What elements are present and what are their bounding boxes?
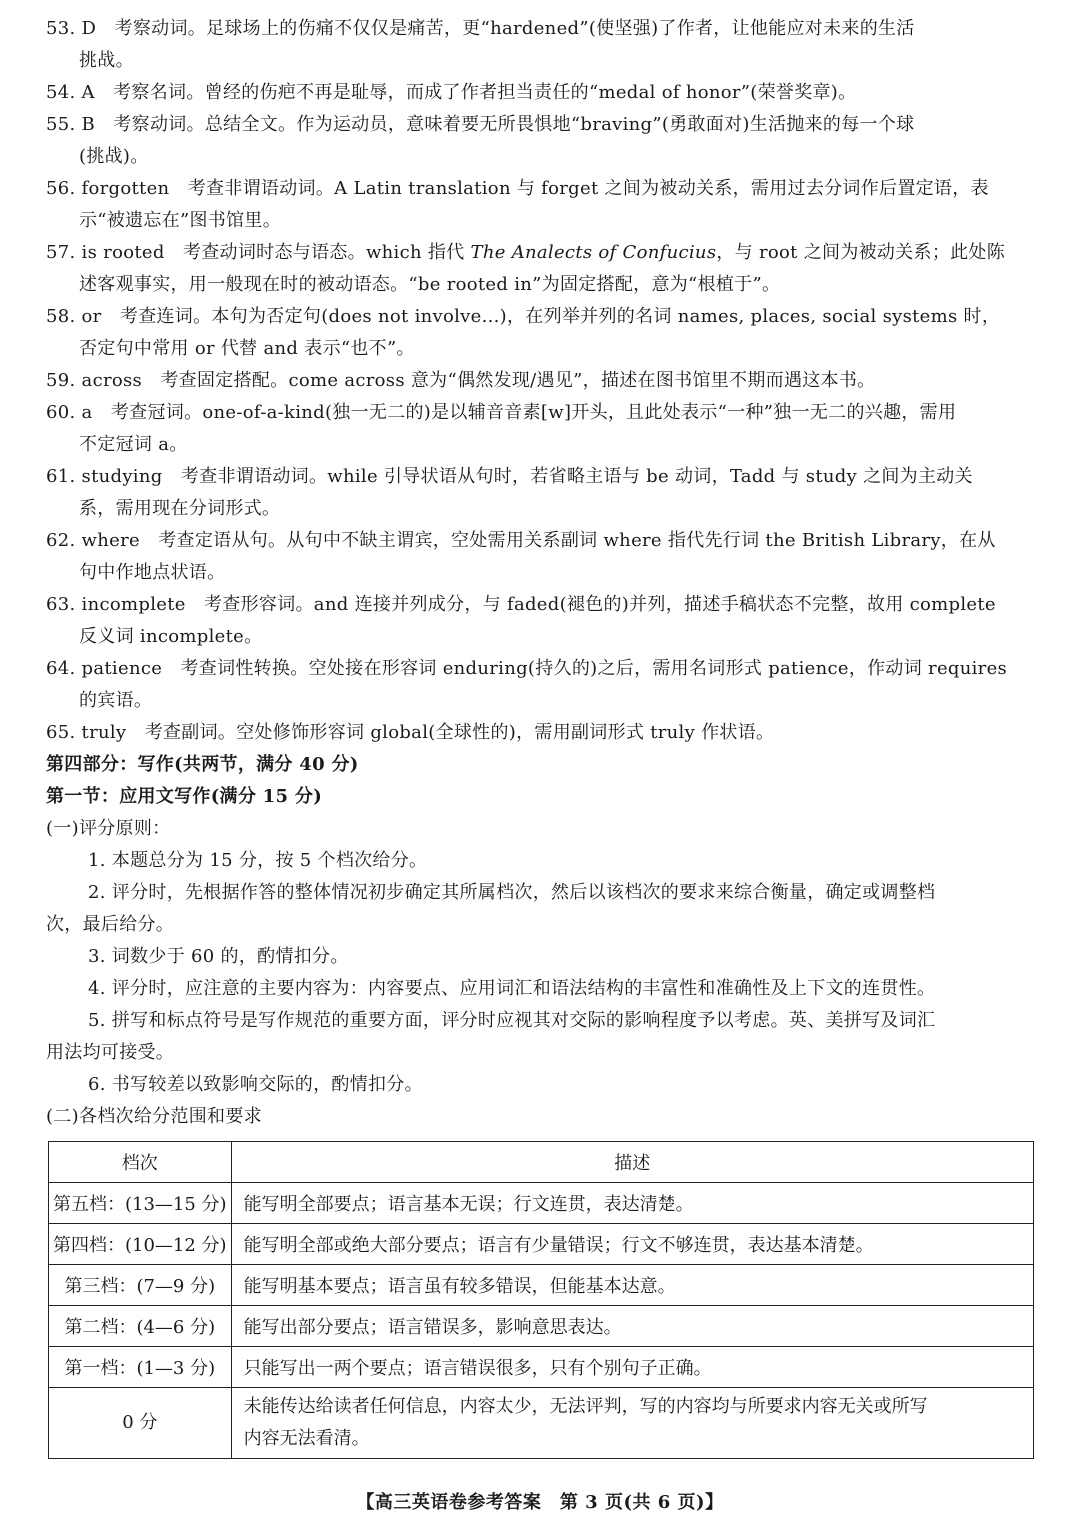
- principles-heading: (一)评分原则：: [46, 818, 171, 839]
- answer-55-line1: 55. B 考察动词。总结全文。作为运动员，意味着要无所畏惧地“braving”(勇敢面对)生活抛来的每一个球: [46, 114, 915, 135]
- rule-1: 1. 本题总分为 15 分，按 5 个档次给分。: [88, 850, 428, 871]
- level-cell: 第五档：(13—15 分): [49, 1183, 232, 1224]
- book-title: The Analects of Confucius: [470, 242, 717, 263]
- answer-56-line1: 56. forgotten 考查非谓语动词。A Latin translation 与 forget 之间为被动关系，需用过去分词作后置定语，表: [46, 178, 989, 199]
- description-cell: 能写明全部或绝大部分要点；语言有少量错误；行文不够连贯，表达基本清楚。: [231, 1224, 1033, 1265]
- table-row: [49, 1306, 1034, 1347]
- answer-57-line2: 述客观事实，用一般现在时的被动语态。“be rooted in”为固定搭配，意为“根植于”。: [79, 274, 781, 295]
- description-cell: 只能写出一两个要点；语言错误很多，只有个别句子正确。: [231, 1347, 1033, 1388]
- level-cell: 0 分: [49, 1388, 232, 1459]
- answer-62-line2: 句中作地点状语。: [79, 562, 226, 583]
- answer-58-line1: 58. or 考查连词。本句为否定句(does not involve...)，在列举并列的名词 names, places, social systems 时，: [46, 306, 1001, 327]
- answer-58-line2: 否定句中常用 or 代替 and 表示“也不”。: [79, 338, 415, 359]
- level-cell: 第二档：(4—6 分): [49, 1306, 232, 1347]
- answer-62-line1: 62. where 考查定语从句。从句中不缺主谓宾，空处需用关系副词 where 指代先行词 the British Library，在从: [46, 530, 996, 551]
- level-cell: 第四档：(10—12 分): [49, 1224, 232, 1265]
- grading-table: [48, 1141, 1034, 1459]
- answer-59-line1: 59. across 考查固定搭配。come across 意为“偶然发现/遇见”，描述在图书馆里不期而遇这本书。: [46, 370, 876, 391]
- table-row: [49, 1265, 1034, 1306]
- table-row: [49, 1388, 1034, 1459]
- header-level: 档次: [49, 1142, 232, 1183]
- levels-heading: (二)各档次给分范围和要求: [46, 1106, 262, 1127]
- level-cell: 第一档：(1—3 分): [49, 1347, 232, 1388]
- description-cell: 能写明全部要点；语言基本无误；行文连贯，表达清楚。: [231, 1183, 1033, 1224]
- answer-60-line1: 60. a 考查冠词。one-of-a-kind(独一无二的)是以辅音音素[w]开头，且此处表示“一种”独一无二的兴趣，需用: [46, 402, 957, 423]
- answer-57-line1: [46, 237, 1036, 269]
- rule-2-line1: 2. 评分时，先根据作答的整体情况初步确定其所属档次，然后以该档次的要求来综合衡量，确定或调整档: [88, 882, 936, 903]
- table-row: [49, 1183, 1034, 1224]
- answer-61-line1: 61. studying 考查非谓语动词。while 引导状语从句时，若省略主语与 be 动词，Tadd 与 study 之间为主动关: [46, 466, 973, 487]
- answer-55-line2: (挑战)。: [79, 146, 149, 167]
- section1-heading: 第一节：应用文写作(满分 15 分): [46, 786, 323, 807]
- answer-57-text-a: 57. is rooted 考查动词时态与语态。which 指代: [46, 242, 471, 263]
- answer-54-line1: 54. A 考察名词。曾经的伤疤不再是耻辱，而成了作者担当责任的“medal of honor”(荣誉奖章)。: [46, 82, 857, 103]
- rule-5-line2: 用法均可接受。: [46, 1042, 175, 1063]
- rule-2-line2: 次，最后给分。: [46, 914, 175, 935]
- answer-56-line2: 示“被遗忘在”图书馆里。: [79, 210, 282, 231]
- rule-4: 4. 评分时，应注意的主要内容为：内容要点、应用词汇和语法结构的丰富性和准确性及上下文的连贯性。: [88, 978, 936, 999]
- description-line2: 内容无法看清。: [243, 1428, 370, 1449]
- description-cell: 能写明基本要点；语言虽有较多错误，但能基本达意。: [231, 1265, 1033, 1306]
- level-cell: 第三档：(7—9 分): [49, 1265, 232, 1306]
- answer-page: [46, 0, 1036, 1133]
- rule-3: 3. 词数少于 60 的，酌情扣分。: [88, 946, 349, 967]
- rule-6: 6. 书写较差以致影响交际的，酌情扣分。: [88, 1074, 423, 1095]
- answer-53-line1: 53. D 考察动词。足球场上的伤痛不仅仅是痛苦，更“hardened”(使坚强)了作者，让他能应对未来的生活: [46, 18, 915, 39]
- description-cell: [231, 1388, 1033, 1459]
- answer-64-line1: 64. patience 考查词性转换。空处接在形容词 enduring(持久的)之后，需用名词形式 patience，作动词 requires: [46, 658, 1008, 679]
- part4-heading: 第四部分：写作(共两节，满分 40 分): [46, 754, 359, 775]
- answer-64-line2: 的宾语。: [79, 690, 153, 711]
- rule-5-line1: 5. 拼写和标点符号是写作规范的重要方面，评分时应视其对交际的影响程度予以考虑。英、美拼写及词汇: [88, 1010, 936, 1031]
- answer-65-line1: 65. truly 考查副词。空处修饰形容词 global(全球性的)，需用副词形式 truly 作状语。: [46, 722, 775, 743]
- page-footer: 【高三英语卷参考答案 第 3 页(共 6 页)】: [356, 1492, 724, 1513]
- table-header-row: [49, 1142, 1034, 1183]
- table-row: [49, 1224, 1034, 1265]
- header-description: 描述: [231, 1142, 1033, 1183]
- answer-57-text-b: ，与 root 之间为被动关系；此处陈: [716, 242, 1006, 263]
- description-cell: 能写出部分要点；语言错误多，影响意思表达。: [231, 1306, 1033, 1347]
- table-row: [49, 1347, 1034, 1388]
- description-line1: 未能传达给读者任何信息，内容太少，无法评判，写的内容均与所要求内容无关或所写: [243, 1396, 928, 1417]
- answer-63-line2: 反义词 incomplete。: [79, 626, 263, 647]
- answer-60-line2: 不定冠词 a。: [79, 434, 188, 455]
- answer-53-line2: 挑战。: [79, 50, 134, 71]
- answer-63-line1: 63. incomplete 考查形容词。and 连接并列成分，与 faded(褪色的)并列，描述手稿状态不完整，故用 complete: [46, 594, 996, 615]
- answer-61-line2: 系，需用现在分词形式。: [79, 498, 281, 519]
